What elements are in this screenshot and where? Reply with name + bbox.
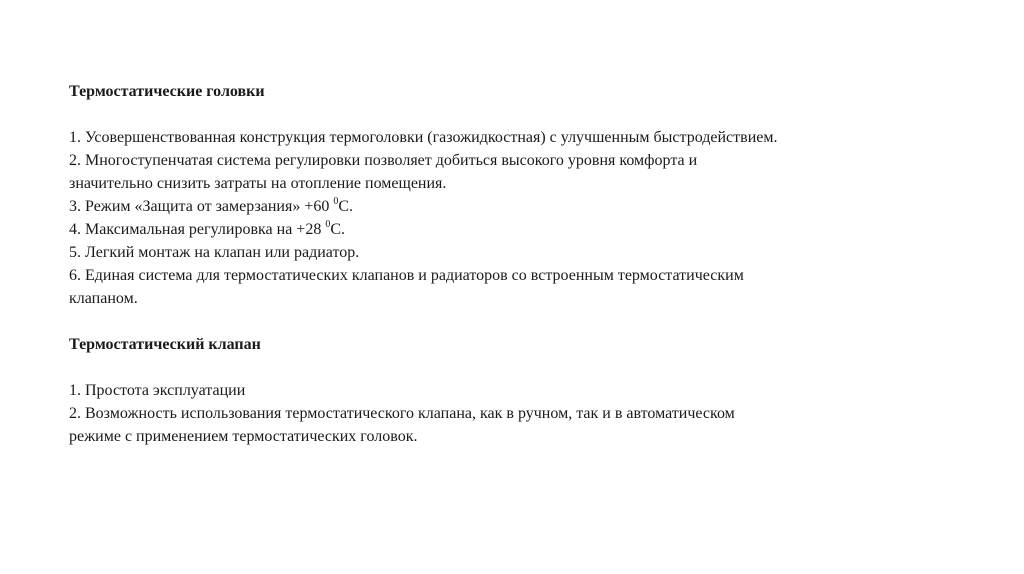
unit-text: С. [330, 221, 345, 238]
list-item: 6. Единая система для термостатических клапанов и радиаторов со встроенным термостатическим [69, 267, 744, 284]
list-item [69, 195, 969, 218]
spacer [69, 356, 969, 379]
list-item: режиме с применением термостатических головок. [69, 428, 418, 445]
section-title-thermostatic-heads: Термостатические головки [69, 83, 265, 100]
unit-text: С. [338, 198, 354, 215]
list-item-text: 4. Максимальная регулировка на +28 [69, 221, 326, 238]
list-item: значительно снизить затраты на отопление помещения. [69, 175, 447, 192]
list-item [69, 218, 969, 241]
section-title-thermostatic-valve: Термостатический клапан [69, 336, 261, 353]
list-item: 5. Легкий монтаж на клапан или радиатор. [69, 244, 360, 261]
list-item: клапаном. [69, 290, 138, 307]
list-item: 1. Простота эксплуатации [69, 382, 246, 399]
spacer [69, 310, 969, 333]
degree-superscript: 0 [333, 195, 339, 207]
degree-superscript: 0 [325, 218, 331, 230]
slide-content [69, 80, 969, 448]
spacer [69, 103, 969, 126]
list-item: 2. Многоступенчатая система регулировки позволяет добиться высокого уровня комфорта и [69, 152, 698, 169]
list-item: 1. Усовершенствованная конструкция термоголовки (газожидкостная) с улучшенным быстродействием. [69, 129, 778, 146]
list-item: 2. Возможность использования термостатического клапана, как в ручном, так и в автоматическом [69, 405, 735, 422]
list-item-text: 3. Режим «Защита от замерзания» +60 [69, 198, 334, 215]
